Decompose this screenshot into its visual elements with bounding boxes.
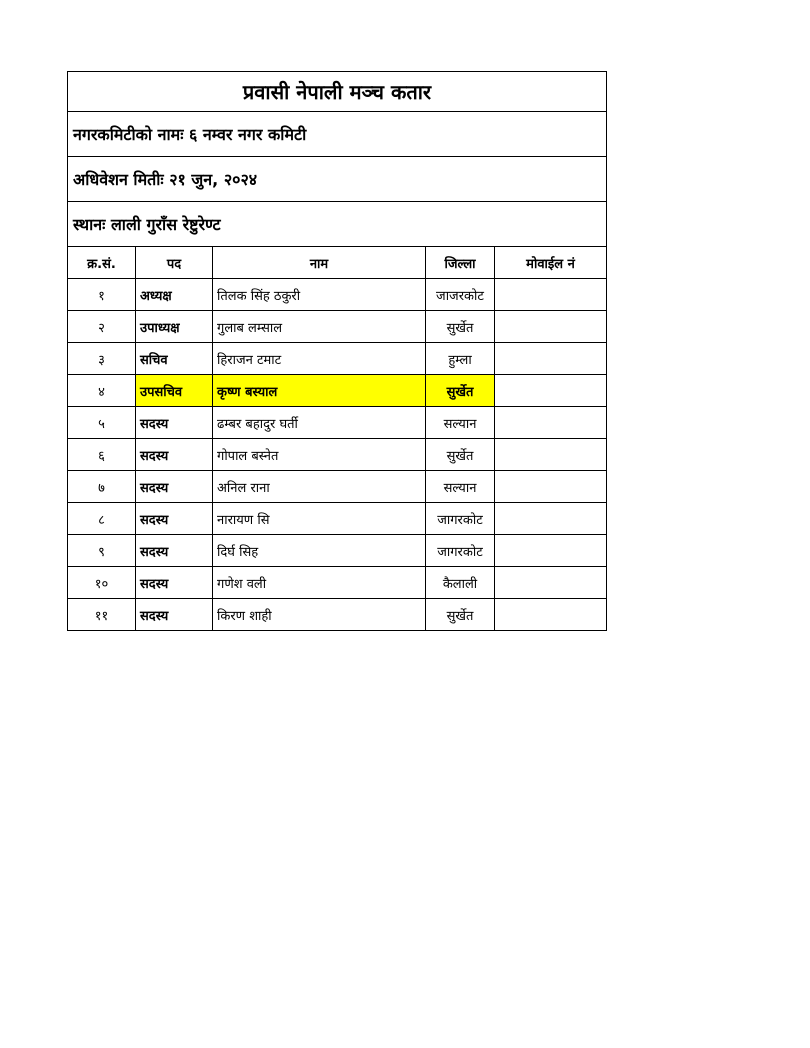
cell-sn: ७ [68,471,136,503]
cell-sn: ९ [68,535,136,567]
cell-mobile [495,599,607,631]
table-row [68,343,607,375]
cell-mobile [495,407,607,439]
header-role: पद [136,247,213,279]
cell-name: कृष्ण बस्याल [213,375,426,407]
cell-mobile [495,375,607,407]
cell-name: ढम्बर बहादुर घर्ती [213,407,426,439]
table-row [68,471,607,503]
table-row [68,279,607,311]
header-name: नाम [213,247,426,279]
cell-name: दिर्घ सिह [213,535,426,567]
cell-sn: ८ [68,503,136,535]
sheet-title: प्रवासी नेपाली मञ्च कतार [68,72,607,112]
table-row [68,407,607,439]
cell-sn: ५ [68,407,136,439]
committee-name: नगरकमिटीको नामः ६ नम्वर नगर कमिटी [68,112,607,157]
cell-sn: १ [68,279,136,311]
cell-mobile [495,311,607,343]
table-row [68,375,607,407]
cell-role: उपाध्यक्ष [136,311,213,343]
cell-mobile [495,567,607,599]
cell-role: सदस्य [136,407,213,439]
venue: स्थानः लाली गुराँस रेष्टुरेण्ट [68,202,607,247]
table-row [68,503,607,535]
cell-mobile [495,503,607,535]
header-sn: क्र.सं. [68,247,136,279]
cell-name: हिराजन टमाट [213,343,426,375]
cell-mobile [495,439,607,471]
cell-district: जागरकोट [426,503,495,535]
cell-mobile [495,279,607,311]
title-row [68,72,607,112]
committee-table [67,71,607,631]
cell-district: सुर्खेत [426,375,495,407]
cell-district: कैलाली [426,567,495,599]
table-row [68,535,607,567]
cell-role: सदस्य [136,503,213,535]
column-header-row [68,247,607,279]
cell-sn: १० [68,567,136,599]
cell-role: सदस्य [136,439,213,471]
cell-district: जाजरकोट [426,279,495,311]
cell-district: सुर्खेत [426,599,495,631]
cell-district: सल्यान [426,471,495,503]
cell-name: गुलाब लम्साल [213,311,426,343]
cell-name: तिलक सिंह ठकुरी [213,279,426,311]
cell-mobile [495,343,607,375]
venue-row [68,202,607,247]
cell-role: उपसचिव [136,375,213,407]
cell-mobile [495,471,607,503]
cell-role: सदस्य [136,599,213,631]
cell-district: जागरकोट [426,535,495,567]
cell-district: सल्यान [426,407,495,439]
cell-sn: २ [68,311,136,343]
date-row [68,157,607,202]
cell-name: किरण शाही [213,599,426,631]
cell-sn: ११ [68,599,136,631]
table-row [68,311,607,343]
convention-date: अधिवेशन मितीः २१ जुन, २०२४ [68,157,607,202]
table-row [68,567,607,599]
table-row [68,599,607,631]
cell-district: सुर्खेत [426,439,495,471]
header-mobile: मोवाईल नं [495,247,607,279]
cell-role: सचिव [136,343,213,375]
committee-row [68,112,607,157]
cell-mobile [495,535,607,567]
cell-role: सदस्य [136,567,213,599]
cell-name: गोपाल बस्नेत [213,439,426,471]
cell-sn: ६ [68,439,136,471]
cell-name: नारायण सि [213,503,426,535]
cell-name: अनिल राना [213,471,426,503]
cell-role: सदस्य [136,535,213,567]
cell-sn: ४ [68,375,136,407]
cell-sn: ३ [68,343,136,375]
header-district: जिल्ला [426,247,495,279]
cell-name: गणेश वली [213,567,426,599]
cell-role: सदस्य [136,471,213,503]
cell-role: अध्यक्ष [136,279,213,311]
table-row [68,439,607,471]
cell-district: सुर्खेत [426,311,495,343]
cell-district: हुम्ला [426,343,495,375]
